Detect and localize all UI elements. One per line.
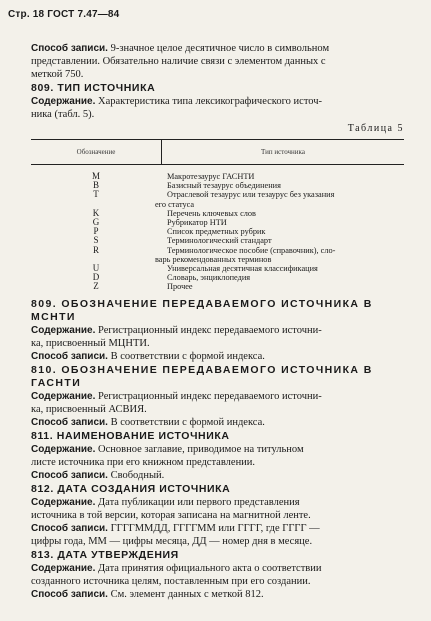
table-code-cell: U [92,262,100,273]
intro-text-2: представлении. Обязательно наличие связи с элементом данных с [31,56,326,67]
section-812-title: 812. ДАТА СОЗДАНИЯ ИСТОЧНИКА [31,483,231,496]
table-caption: Таблица 5 [347,123,404,134]
table-description-cell: Базисный тезаурус объединения [167,181,281,191]
section-809-title: 809. ТИП ИСТОЧНИКА [31,82,156,94]
section-812-write [31,522,404,535]
section-809-content-label: Содержание. [31,96,96,107]
section-809b-content-text-2: ка, присвоенный МЦНТИ. [31,338,150,350]
section-813-content-text-2: созданного источника целям, поставленным при его создании. [31,576,311,588]
intro-text-3: меткой 750. [31,69,84,80]
section-813-content-text-1: Дата принятия официального акта о соответствии [98,563,322,575]
page-content [31,42,404,601]
table-code-cell: G [92,216,100,227]
table-body [31,165,404,295]
section-809b-content-text-1: Регистрационный индекс передаваемого источни- [98,325,322,337]
section-809-content [31,95,404,108]
section-813-content [31,562,404,575]
section-810-write [31,416,404,429]
table-descriptions-column [155,172,404,292]
section-811-write-label: Способ записи. [31,470,108,482]
section-810-title-2: ГАСНТИ [31,377,82,390]
section-812-write-text-1: ГГГГММДД, ГГГГММ или ГГГГ, где ГГГГ — [110,523,320,535]
intro-text-1: 9-значное целое десятичное число в символьном [110,43,330,54]
page-header: Стр. 18 ГОСТ 7.47—84 [8,9,120,20]
table-code-cell: D [92,272,100,283]
table-description-cell: Список предметных рубрик [167,227,266,237]
table-description-cell: Терминологическое пособие (справочник), сло- [167,245,336,255]
section-813-write [31,588,404,601]
intro-label: Способ записи. [31,43,108,54]
section-812-content [31,496,404,509]
section-809-content-text-1: Характеристика типа лексикографического источ- [98,96,323,107]
table-description-cell: Прочее [167,282,193,292]
section-812-write-text-2: цифры года, ММ — цифры месяца, ДД — номер дня в месяце. [31,536,313,548]
section-810-content-text-2: ка, присвоенный АСВИЯ. [31,404,147,416]
section-810-content-text-1: Регистрационный индекс передаваемого источни- [98,391,322,403]
section-811-write [31,469,404,482]
section-810-content-label: Содержание. [31,391,96,403]
section-809b-title-2: МСНТИ [31,311,76,324]
section-813-write-label: Способ записи. [31,589,108,601]
section-809-content-text-2: ника (табл. 5). [31,109,95,120]
section-809b-write [31,350,404,363]
table-description-cell: Перечень ключевых слов [167,208,256,218]
section-810-content [31,390,404,403]
section-810-write-label: Способ записи. [31,417,108,429]
section-812-write-label: Способ записи. [31,523,108,535]
table-code-cell: B [92,180,99,191]
section-811-content-label: Содержание. [31,444,96,456]
table-description-continuation: варь рекомендованных терминов [155,254,272,264]
section-812-content-label: Содержание. [31,497,96,509]
section-811-content-text-2: листе источника при его книжном представлении. [31,457,256,469]
table-header-type: Тип источника [261,147,305,156]
section-809b-write-text: В соответствии с формой индекса. [110,351,265,363]
table-description-continuation: его статуса [155,199,195,209]
table-code-cell: S [93,235,99,246]
table-code-cell: Z [93,281,99,292]
section-811-title: 811. НАИМЕНОВАНИЕ ИСТОЧНИКА [31,430,230,443]
section-811-write-text: Свободный. [110,470,165,482]
table-description-cell: Рубрикатор НТИ [167,217,227,227]
intro-paragraph [31,42,404,55]
table-header [31,140,404,165]
source-type-table [31,139,404,295]
section-812-content-text-1: Дата публикации или первого представления [98,497,300,509]
section-809b-write-label: Способ записи. [31,351,108,363]
section-813-content-label: Содержание. [31,563,96,575]
table-code-cell: K [92,207,100,218]
table-code-cell: M [91,171,100,181]
section-813-write-text: См. элемент данных с меткой 812. [110,589,264,601]
table-header-code: Обозначение [31,140,162,164]
section-811-content-text-1: Основное заглавие, приводимое на титульном [98,444,304,456]
table-code-cell: P [93,226,99,237]
section-809b-content [31,324,404,337]
table-code-cell: R [92,244,99,255]
table-description-cell: Универсальная десятичная классификация [167,263,318,273]
section-809b-title-1: 809. ОБОЗНАЧЕНИЕ ПЕРЕДАВАЕМОГО ИСТОЧНИКА В [31,298,373,311]
section-811-content [31,443,404,456]
section-813-title: 813. ДАТА УТВЕРЖДЕНИЯ [31,549,179,562]
section-809b-content-label: Содержание. [31,325,96,337]
table-description-cell: Отраслевой тезаурус или тезаурус без указания [167,190,335,200]
table-code-cell: T [93,189,99,200]
table-description-cell: Терминологический стандарт [167,236,272,246]
table-description-cell: Словарь, энциклопедия [167,273,251,283]
section-812-content-text-2: источника в той версии, которая записана на магнитной ленте. [31,510,311,522]
table-description-cell: Макротезаурус ГАСНТИ [167,172,255,181]
table-codes-column [31,172,161,291]
section-810-write-text: В соответствии с формой индекса. [110,417,265,429]
section-810-title-1: 810. ОБОЗНАЧЕНИЕ ПЕРЕДАВАЕМОГО ИСТОЧНИКА В [31,364,373,377]
